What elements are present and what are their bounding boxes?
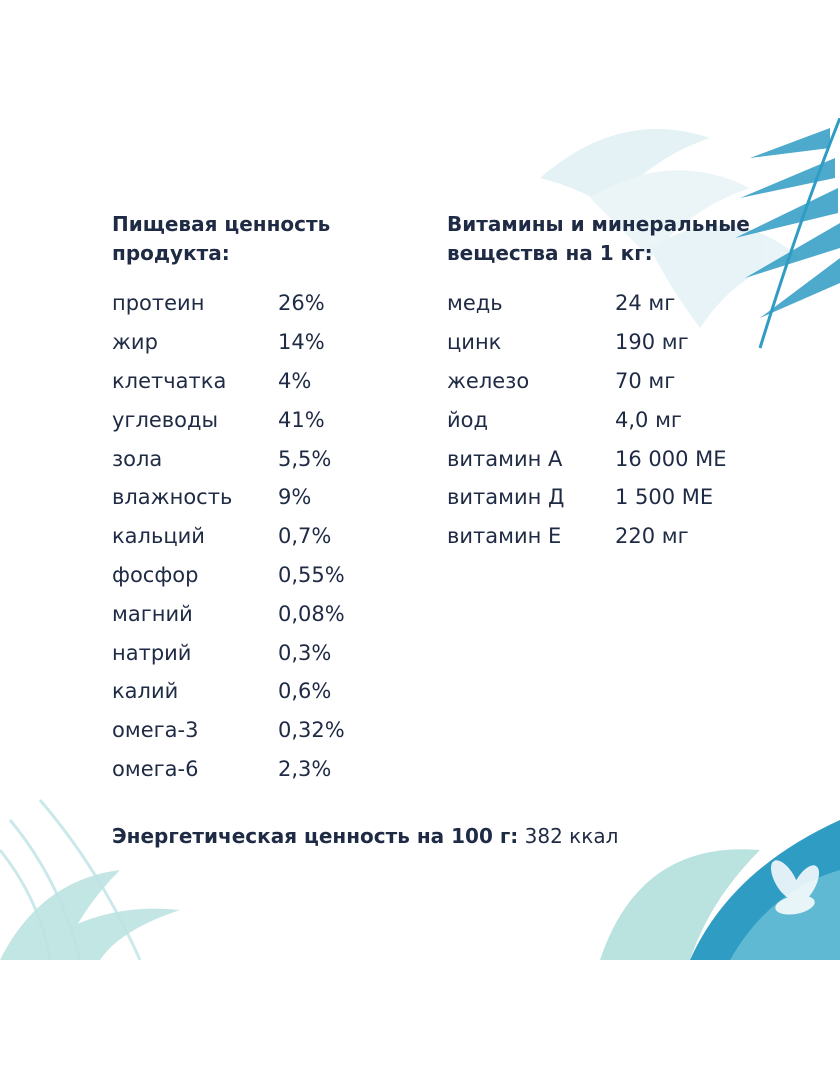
vitamin-value: 4,0 мг (615, 407, 682, 432)
nutrition-row (112, 517, 412, 556)
nutrient-name: влажность (112, 485, 233, 510)
vitamins-list (447, 284, 777, 556)
nutrient-name: кальций (112, 524, 205, 549)
energy-value: 382 ккал (524, 824, 619, 848)
nutrition-row (112, 284, 412, 323)
vitamin-name: цинк (447, 330, 502, 355)
vitamin-name: витамин Е (447, 524, 562, 549)
vitamin-row (447, 478, 777, 517)
vitamins-heading: Витамины и минеральные вещества на 1 кг: (447, 212, 750, 265)
vitamin-name: медь (447, 291, 503, 316)
nutrient-value: 2,3% (278, 756, 332, 781)
nutrient-value: 0,6% (278, 679, 332, 704)
vitamin-name: витамин Д (447, 485, 565, 510)
nutrient-value: 5,5% (278, 446, 332, 471)
nutrition-row (112, 711, 412, 750)
nutrient-name: протеин (112, 291, 205, 316)
nutrient-name: жир (112, 330, 158, 355)
vitamin-name: йод (447, 407, 489, 432)
nutrient-name: магний (112, 601, 193, 626)
vitamin-name: железо (447, 368, 530, 393)
nutrient-value: 0,32% (278, 718, 345, 743)
vitamin-name: витамин А (447, 446, 563, 471)
product-info-card (0, 118, 840, 960)
vitamin-value: 220 мг (615, 524, 689, 549)
tropical-leaves-bottom-left (0, 760, 260, 960)
vitamin-value: 190 мг (615, 330, 689, 355)
nutrient-value: 0,7% (278, 524, 332, 549)
nutrition-section (112, 210, 412, 788)
nutrition-row (112, 439, 412, 478)
nutrient-name: клетчатка (112, 368, 227, 393)
nutrition-row (112, 633, 412, 672)
nutrition-row (112, 750, 412, 789)
nutrient-name: калий (112, 679, 179, 704)
tropical-leaves-bottom-right (580, 810, 840, 960)
nutrient-value: 0,08% (278, 601, 345, 626)
vitamin-value: 70 мг (615, 368, 676, 393)
nutrition-row (112, 478, 412, 517)
vitamin-row (447, 439, 777, 478)
nutrition-list (112, 284, 412, 788)
nutrient-name: омега-6 (112, 756, 199, 781)
nutrient-name: зола (112, 446, 163, 471)
nutrition-row (112, 362, 412, 401)
nutrient-name: фосфор (112, 562, 199, 587)
vitamin-row (447, 517, 777, 556)
vitamins-section (447, 210, 777, 556)
nutrition-row (112, 594, 412, 633)
nutrition-row (112, 556, 412, 595)
energy-label: Энергетическая ценность на 100 г: (112, 824, 519, 848)
vitamin-row (447, 284, 777, 323)
nutrient-value: 0,3% (278, 640, 332, 665)
vitamin-value: 1 500 МЕ (615, 485, 714, 510)
nutrient-name: омега-3 (112, 718, 199, 743)
nutrient-value: 41% (278, 407, 325, 432)
nutrient-value: 9% (278, 485, 312, 510)
nutrition-row (112, 672, 412, 711)
nutrient-value: 14% (278, 330, 325, 355)
nutrient-name: натрий (112, 640, 192, 665)
nutrient-value: 0,55% (278, 562, 345, 587)
vitamin-value: 16 000 МЕ (615, 446, 727, 471)
nutrient-name: углеводы (112, 407, 219, 432)
nutrient-value: 4% (278, 368, 312, 393)
nutrient-value: 26% (278, 291, 325, 316)
vitamin-row (447, 323, 777, 362)
nutrition-heading: Пищевая ценность продукта: (112, 212, 331, 265)
nutrition-row (112, 400, 412, 439)
nutrition-row (112, 323, 412, 362)
vitamin-row (447, 362, 777, 401)
energy-value-line (112, 824, 618, 848)
vitamin-value: 24 мг (615, 291, 676, 316)
vitamin-row (447, 400, 777, 439)
